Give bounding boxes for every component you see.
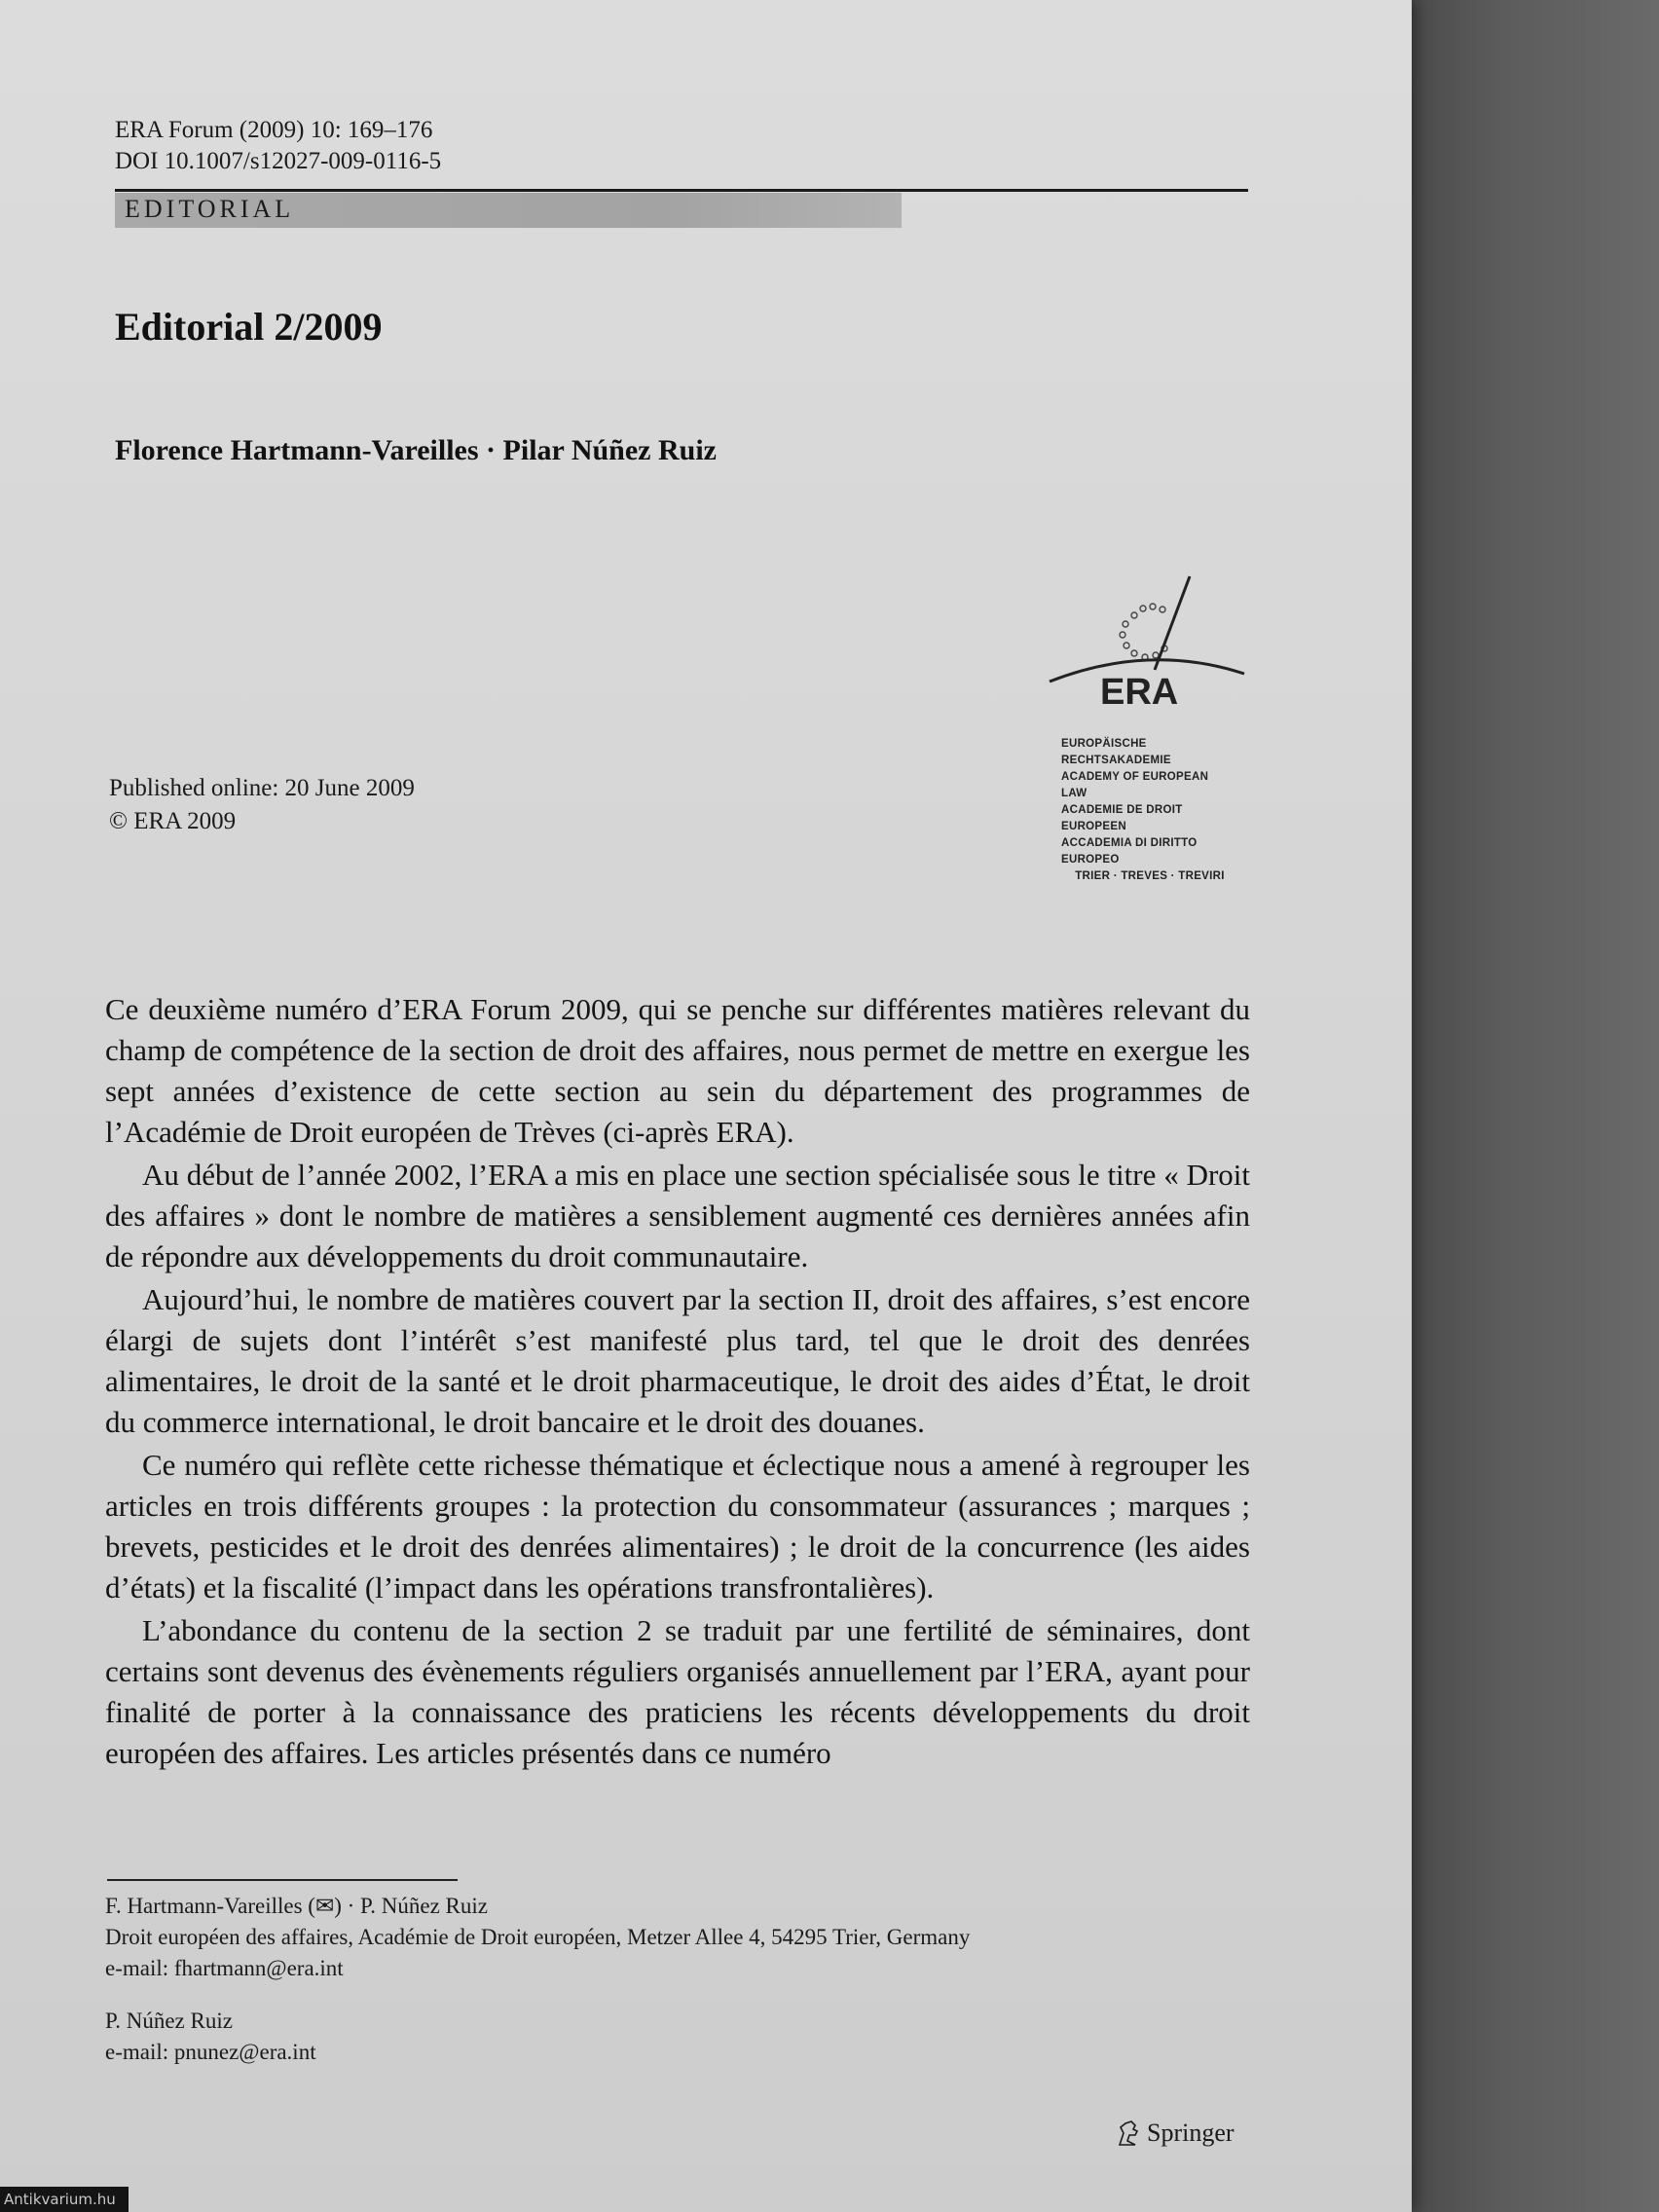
published-date: Published online: 20 June 2009 xyxy=(109,775,415,801)
page-edge-shadow xyxy=(1402,0,1659,2212)
logo-line-de: EUROPÄISCHE RECHTSAKADEMIE xyxy=(1061,738,1171,766)
logo-line-en: ACADEMY OF EUROPEAN LAW xyxy=(1061,771,1209,799)
journal-doi: DOI 10.1007/s12027-009-0116-5 xyxy=(115,148,442,174)
body-paragraph: Ce deuxième numéro d’ERA Forum 2009, qui se penche sur différentes matières relevant du champ de compétence de la section de droit des affaires, nous permet de mettre en exergue les sept années d’existence de cette section au sein du département des programmes de l’Académie de Droit européen de Trèves (ci-après ERA). xyxy=(105,992,1250,1149)
publication-info xyxy=(109,772,415,838)
logo-line-fr: ACADEMIE DE DROIT EUROPEEN xyxy=(1061,804,1183,832)
springer-horse-icon xyxy=(1116,2120,1141,2147)
footnote-authors: F. Hartmann-Vareilles (✉) · P. Núñez Ruiz xyxy=(105,1894,488,1918)
article-authors: Florence Hartmann-Vareilles · Pilar Núñez Ruiz xyxy=(115,434,717,466)
logo-line-it: ACCADEMIA DI DIRITTO EUROPEO xyxy=(1061,837,1198,866)
journal-citation: ERA Forum (2009) 10: 169–176 xyxy=(115,117,433,143)
logo-line-cities: TRIER · TREVES · TREVIRI xyxy=(1075,870,1225,882)
footnote-email-1: e-mail: fhartmann@era.int xyxy=(105,1956,344,1980)
footnote-address: Droit européen des affaires, Académie de Droit européen, Metzer Allee 4, 54295 Trier, Germany xyxy=(105,1925,971,1949)
body-paragraph: L’abondance du contenu de la section 2 se traduit par une fertilité de séminaires, dont certains sont devenus des évènements réguliers organisés annuellement par l’ERA, ayant pour finalité de porter à la connaissance des praticiens les récents développements du droit européen des affaires. Les articles présentés dans ce numéro xyxy=(105,1613,1250,1770)
publisher-mark xyxy=(1116,2119,1235,2148)
footnote-email-2: e-mail: pnunez@era.int xyxy=(105,2040,316,2064)
copyright: © ERA 2009 xyxy=(109,808,237,834)
body-paragraph: Aujourd’hui, le nombre de matières couvert par la section II, droit des affaires, s’est encore élargi de sujets dont l’intérêt s’est manifesté plus tard, tel que le droit des denrées alimentaires, le droit de la santé et le droit pharmaceutique, le droit des aides d’État, le droit du commerce international, le droit bancaire et le droit des douanes. xyxy=(105,1282,1250,1439)
footnote-author-2: P. Núñez Ruiz xyxy=(105,2009,233,2033)
article-body xyxy=(105,989,1250,1774)
journal-reference xyxy=(115,115,441,177)
publisher-name: Springer xyxy=(1147,2119,1235,2147)
watermark: Antikvarium.hu xyxy=(0,2187,129,2212)
footnote-rule xyxy=(107,1879,458,1881)
article-title: Editorial 2/2009 xyxy=(115,305,383,349)
section-label: EDITORIAL xyxy=(125,195,295,223)
era-logo-caption xyxy=(1061,736,1236,885)
author-footnote xyxy=(105,1891,970,2068)
body-paragraph: Au début de l’année 2002, l’ERA a mis en place une section spécialisée sous le titre « Droit des affaires » dont le nombre de matières a sensiblement augmenté ces dernières années afin de répondre aux développements du droit communautaire. xyxy=(105,1158,1250,1273)
body-paragraph: Ce numéro qui reflète cette richesse thématique et éclectique nous a amené à regrouper les articles en trois différents groupes : la protection du consommateur (assurances ; marques ; brevets, pesticides et le droit des denrées alimentaires) ; le droit de la concurrence (les aides d’états) et la fiscalité (l’impact dans les opérations transfrontalières). xyxy=(105,1448,1250,1604)
logo-slash xyxy=(1155,576,1190,670)
logo-wordmark: ERA xyxy=(1100,672,1179,713)
header-rule xyxy=(115,189,1248,192)
